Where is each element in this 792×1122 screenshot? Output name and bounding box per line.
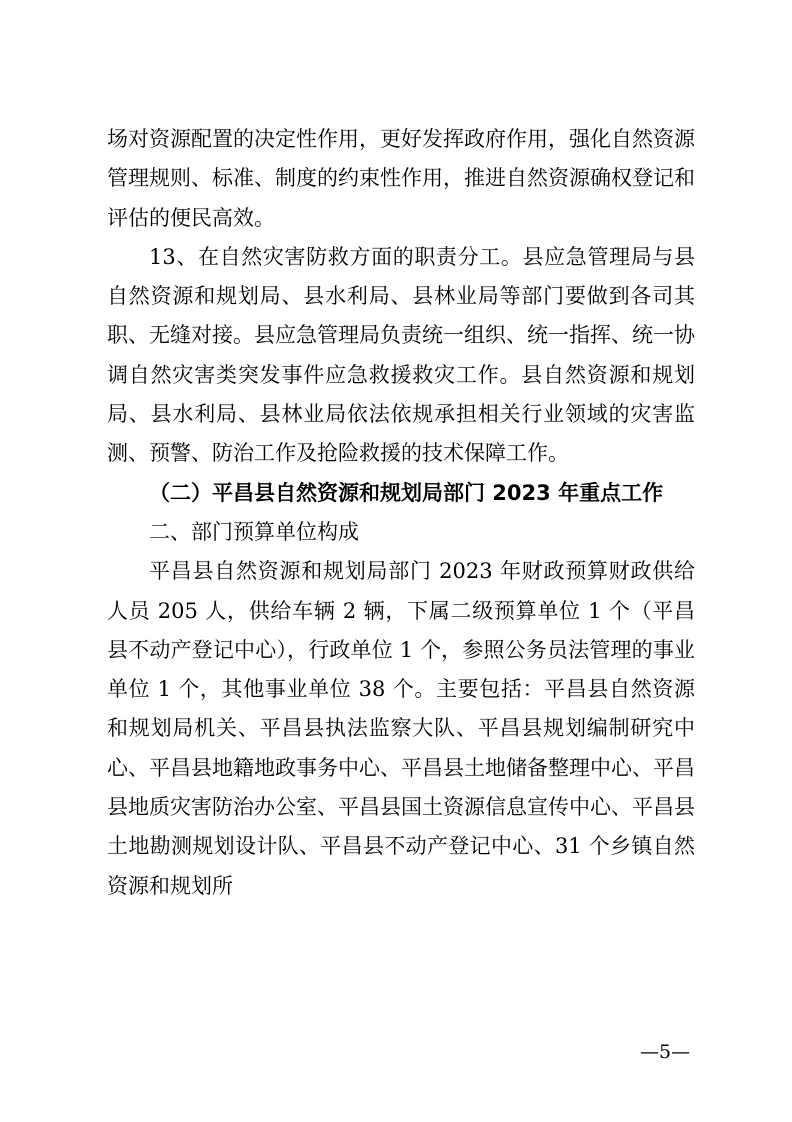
paragraph-budget-units: 平昌县自然资源和规划局部门 2023 年财政预算财政供给人员 205 人，供给车辆 2 辆，下属二级预算单位 1 个（平昌县不动产登记中心），行政单位 1 个，参照公务员法管理的事业单位 1 个，其他事业单位 38 个。主要包括：平昌县自然资源和规划局机关、平昌县执法监察大队、平昌县规划编制研究中心、平昌县地籍地政事务中心、平昌县土地储备整理中心、平昌县地质灾害防治办公室、平昌县国土资源信息宣传中心、平昌县土地勘测规划设计队、平昌县不动产登记中心、31 个乡镇自然资源和规划所 [107,559,695,898]
body-text [107,120,695,906]
page-number: —5— [640,1041,691,1063]
paragraph-disaster-duties: 13、在自然灾害防救方面的职责分工。县应急管理局与县自然资源和规划局、县水利局、县林业局等部门要做到各司其职、无缝对接。县应急管理局负责统一组织、统一指挥、统一协调自然灾害类突发事件应急救援救灾工作。县自然资源和规划局、县水利局、县林业局依法依规承担相关行业领域的灾害监测、预警、防治工作及抢险救援的技术保障工作。 [107,244,695,466]
section-heading-key-work: （二）平昌县自然资源和规划局部门 2023 年重点工作 [149,480,664,505]
paragraph-continuation: 场对资源配置的决定性作用，更好发挥政府作用，强化自然资源管理规则、标准、制度的约束性作用，推进自然资源确权登记和评估的便民高效。 [107,127,695,230]
section-title-budget-units: 二、部门预算单位构成 [149,519,359,544]
